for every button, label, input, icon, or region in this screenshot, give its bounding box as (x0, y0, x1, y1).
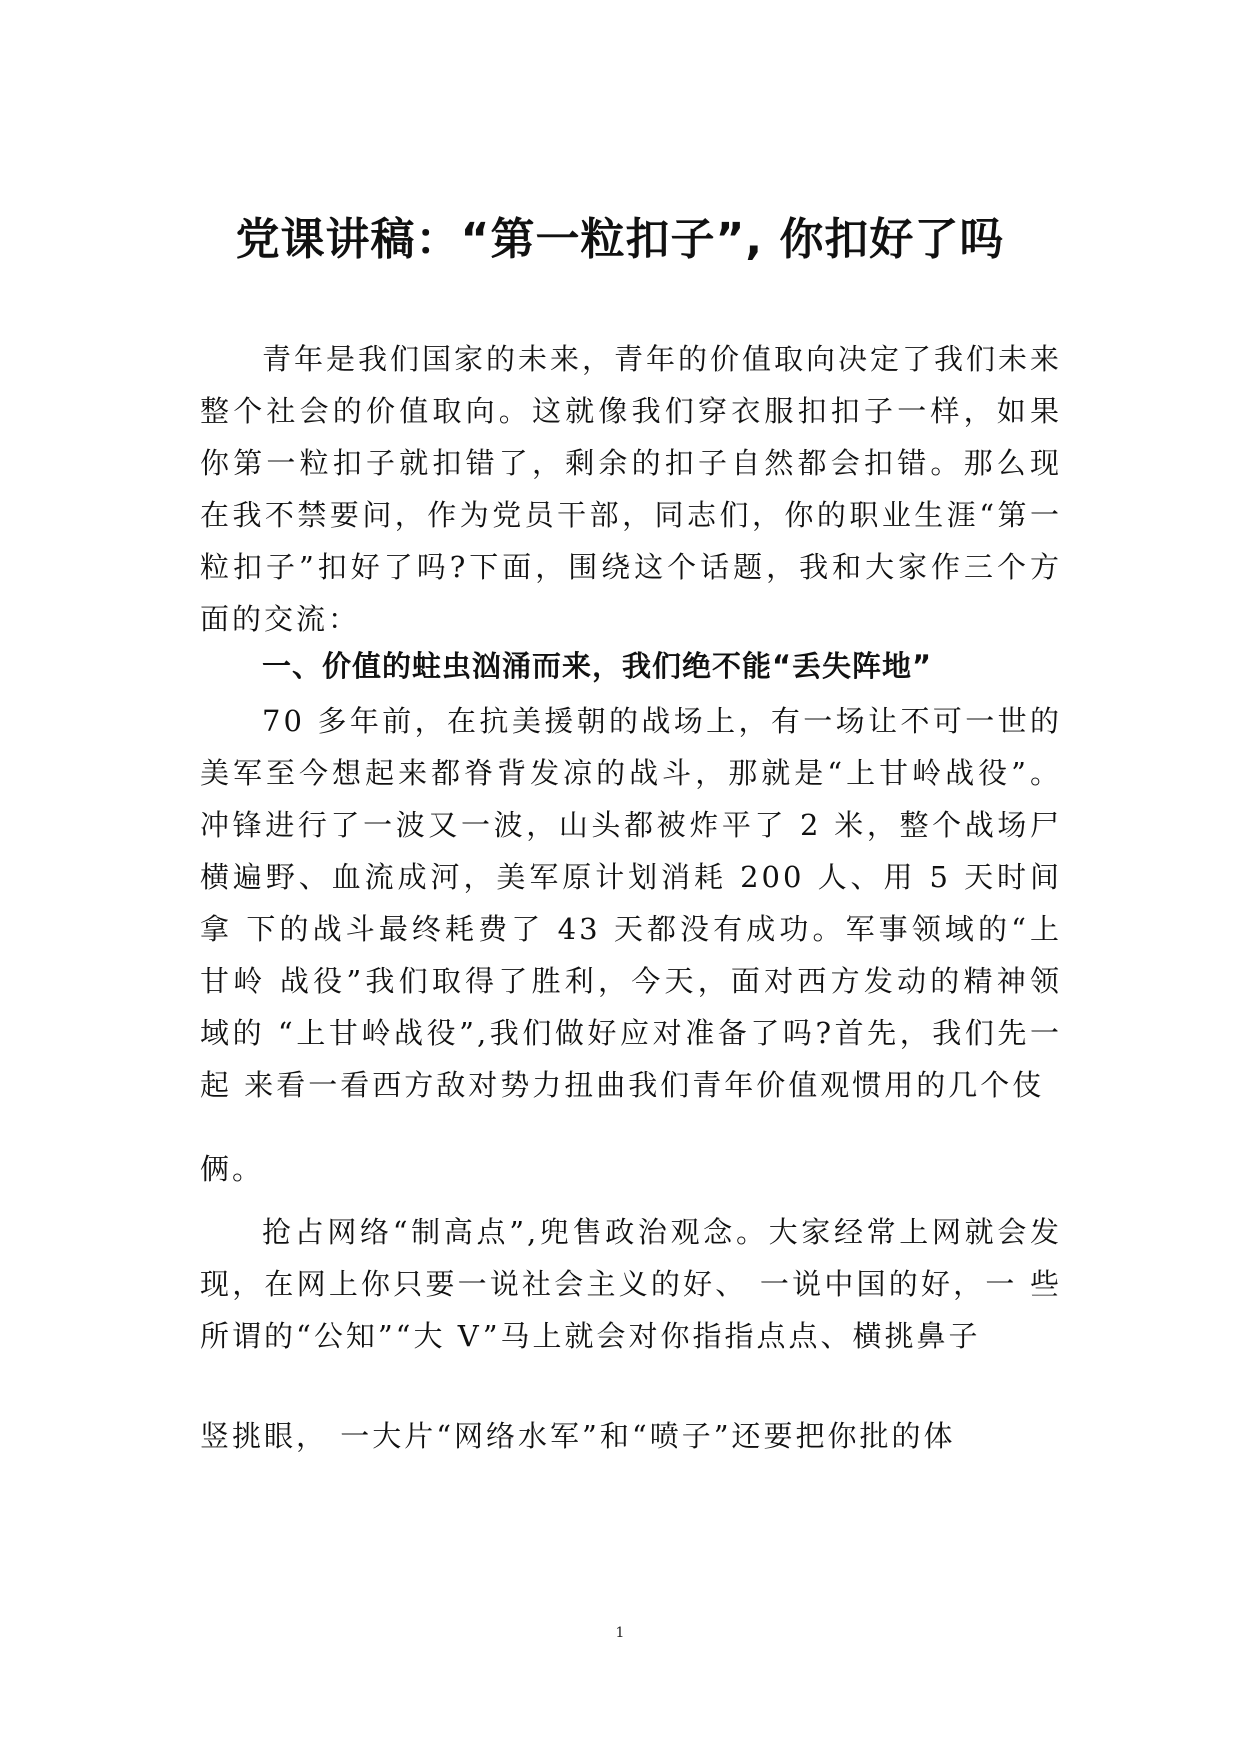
page-number: 1 (615, 1625, 625, 1641)
section-heading-1: 一、价值的蛀虫汹涌而来，我们绝不能“丢失阵地” (262, 649, 933, 683)
paragraph-network-continuation: 竖挑眼， 一大片“网络水军”和“喷子”还要把你批的体 (200, 1419, 956, 1453)
paragraph-intro: 青年是我们国家的未来，青年的价值取向决定了我们未来整个社会的价值取向。这就像我们穿衣服扣扣子一样，如果你第一粒扣子就扣错了，剩余的扣子自然都会扣错。那么现在我不禁要问，作为党员干部，同志们，你的职业生涯“第一粒扣子”扣好了吗?下面，围绕这个话题，我和大家作三个方面的交流： (200, 342, 1063, 636)
paragraph-network: 抢占网络“制高点”,兜售政治观念。大家经常上网就会发现，在网上你只要一说社会主义的好、 一说中国的好，一 些所谓的“公知”“大 V”马上就会对你指指点点、横挑鼻子 (200, 1215, 1062, 1353)
document-title: 党课讲稿：“第一粒扣子”, 你扣好了吗 (235, 214, 1005, 265)
paragraph-battle-continuation: 俩。 (200, 1152, 265, 1186)
paragraph-battle: 70 多年前，在抗美援朝的战场上，有一场让不可一世的 美军至今想起来都脊背发凉的战斗，那就是“上甘岭战役”。 冲锋进行了一波又一波，山头都被炸平了 2 米，整个战场尸 横遍野、血流成河，美军原计划消耗 200 人、用 5 天时间拿 下的战斗最终耗费了 43 天都没有成功。军事领域的“上甘岭 战役”我们取得了胜利，今天，面对西方发动的精神领域的 “上甘岭战役”,我们做好应对准备了吗?首先，我们先一起 来看一看西方敌对势力扭曲我们青年价值观惯用的几个伎 (200, 704, 1062, 1102)
